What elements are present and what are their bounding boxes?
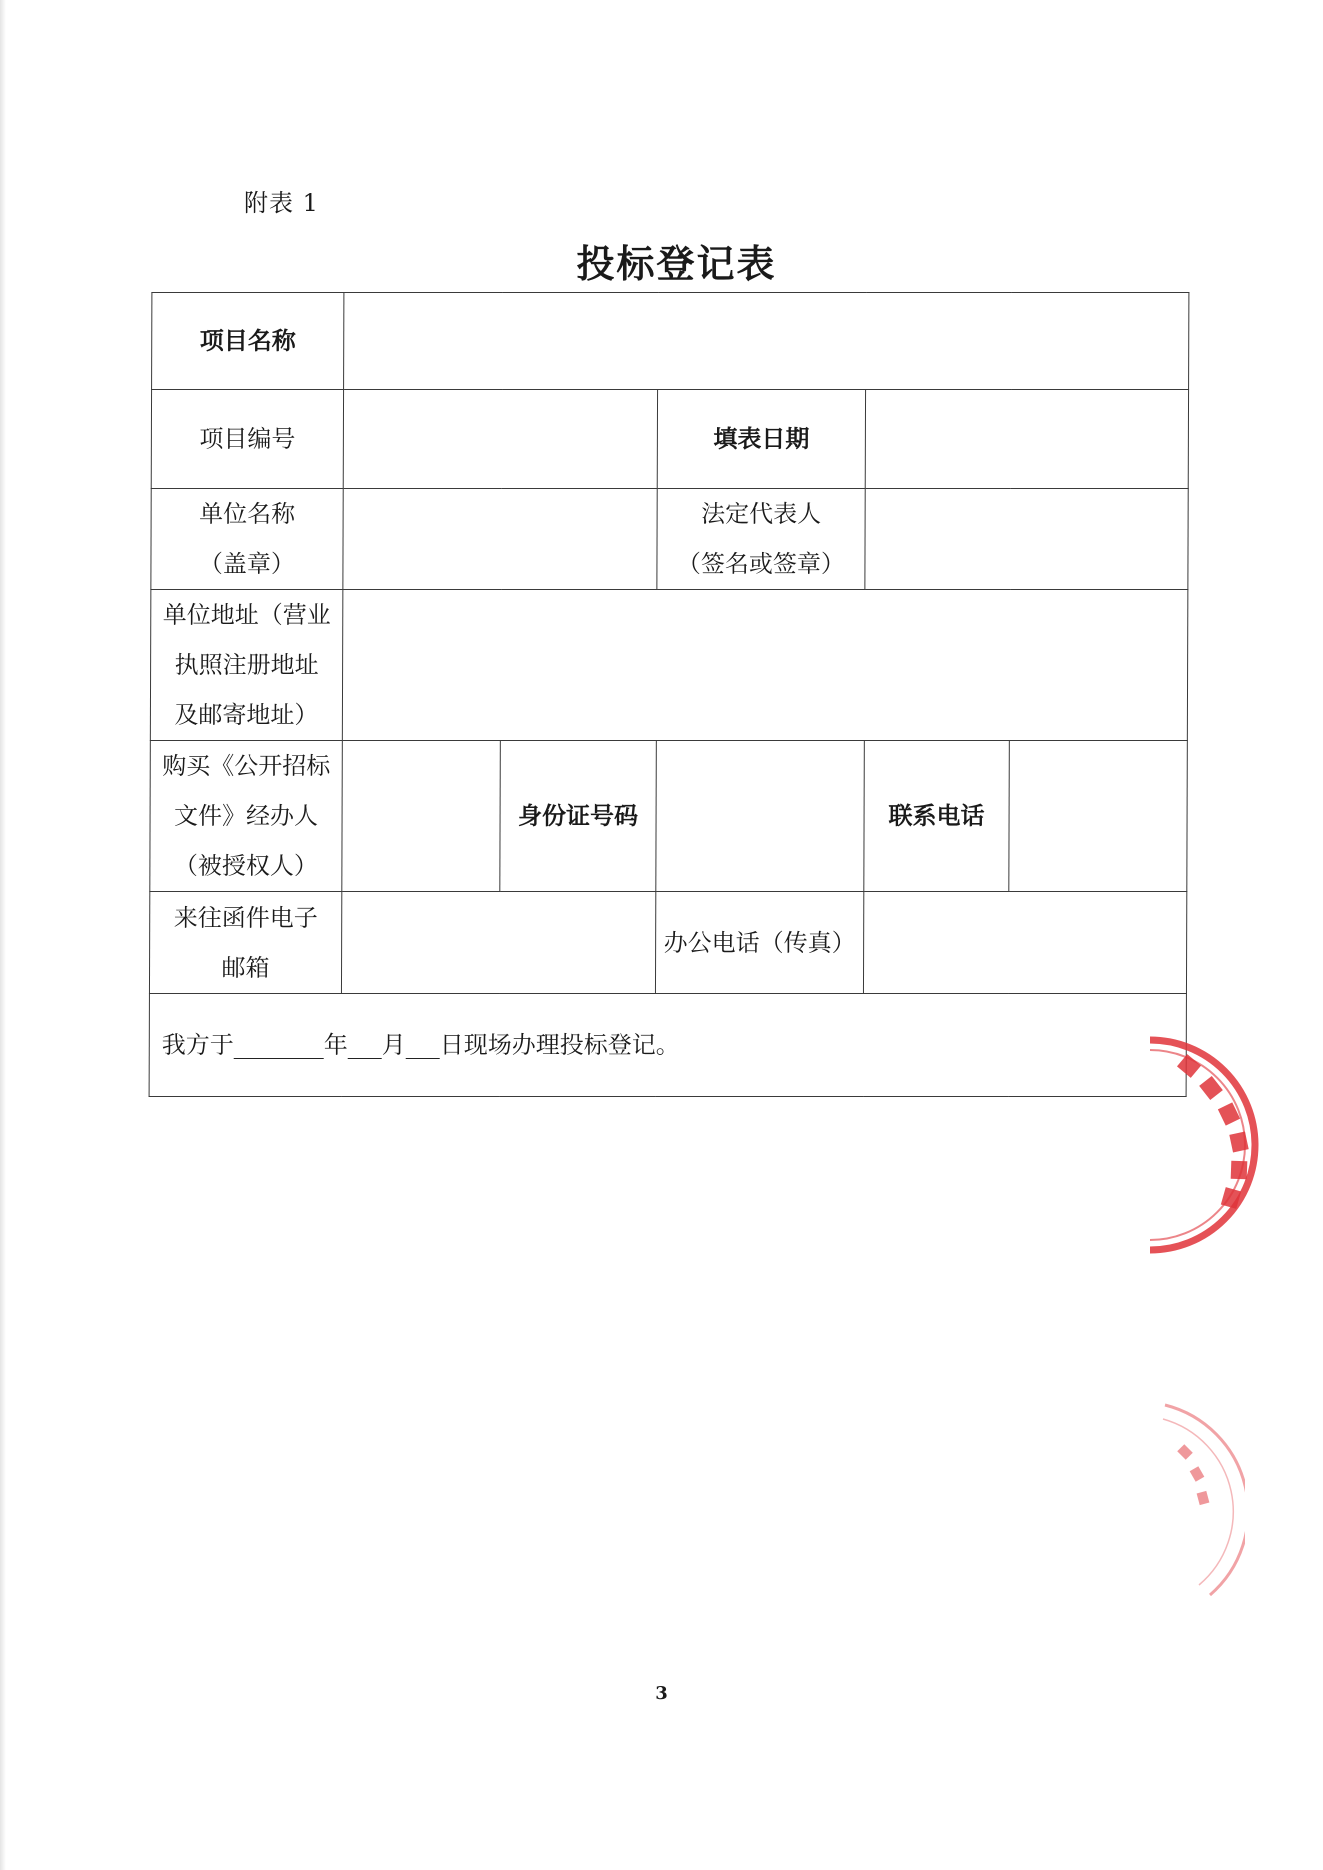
faint-seal-fragment	[1155, 1395, 1245, 1615]
table-row-agent	[150, 741, 1188, 892]
company-seal-fragment	[1150, 1020, 1280, 1265]
agent-label-cell	[150, 741, 343, 892]
project-no-field[interactable]	[343, 390, 657, 489]
month-blank[interactable]	[348, 1030, 382, 1059]
project-name-field[interactable]	[344, 293, 1189, 390]
office-phone-label: 办公电话（传真）	[655, 892, 863, 994]
table-row-company	[151, 489, 1188, 590]
email-label-cell	[149, 892, 341, 994]
address-field[interactable]	[342, 590, 1188, 741]
email-field[interactable]	[341, 892, 655, 994]
company-seal-note: （盖章）	[198, 550, 296, 578]
contact-phone-label: 联系电话	[864, 741, 1010, 892]
statement-month: 月	[381, 1031, 406, 1059]
registration-table	[149, 292, 1190, 1097]
legal-rep-label-cell	[657, 489, 865, 590]
table-row-project-no	[151, 390, 1188, 489]
agent-label-line-1: 购买《公开招标	[162, 752, 331, 780]
contact-phone-field[interactable]	[1009, 741, 1188, 892]
address-label-cell	[150, 590, 343, 741]
project-name-label: 项目名称	[152, 293, 344, 390]
table-row-statement	[149, 994, 1186, 1097]
agent-name-field[interactable]	[342, 741, 501, 892]
address-label-line-1: 单位地址（营业	[162, 601, 331, 629]
id-no-label: 身份证号码	[500, 741, 657, 892]
statement-year: 年	[323, 1031, 348, 1059]
page-title: 投标登记表	[576, 241, 777, 286]
address-label-line-2: 执照注册地址	[174, 651, 319, 679]
address-label-line-3: 及邮寄地址）	[174, 701, 319, 729]
id-no-field[interactable]	[656, 741, 865, 892]
statement-cell	[149, 994, 1186, 1097]
legal-rep-field[interactable]	[865, 489, 1188, 590]
statement-suffix: 日现场办理投标登记。	[439, 1031, 680, 1059]
company-name-label: 单位名称	[199, 500, 296, 528]
statement-prefix: 我方于	[161, 1031, 234, 1059]
email-label-line-1: 来往函件电子	[173, 903, 318, 932]
registration-form	[149, 292, 1189, 1097]
email-label-line-2: 邮箱	[221, 953, 270, 982]
table-row-email	[149, 892, 1186, 994]
company-name-field[interactable]	[343, 489, 657, 590]
legal-rep-note: （签名或签章）	[676, 550, 846, 578]
agent-label-line-3: （被授权人）	[173, 852, 318, 880]
office-phone-field[interactable]	[863, 892, 1186, 994]
fill-date-label: 填表日期	[657, 390, 865, 489]
page-number: 3	[655, 1683, 668, 1704]
legal-rep-label: 法定代表人	[701, 500, 822, 528]
table-row-project-name	[152, 293, 1189, 390]
appendix-label: 附表 1	[244, 189, 319, 217]
fill-date-field[interactable]	[865, 390, 1188, 489]
table-row-address	[150, 590, 1188, 741]
year-blank[interactable]	[234, 1030, 324, 1059]
project-no-label: 项目编号	[151, 390, 343, 489]
agent-label-line-2: 文件》经办人	[174, 802, 319, 830]
company-name-label-cell	[151, 489, 343, 590]
day-blank[interactable]	[406, 1030, 440, 1059]
